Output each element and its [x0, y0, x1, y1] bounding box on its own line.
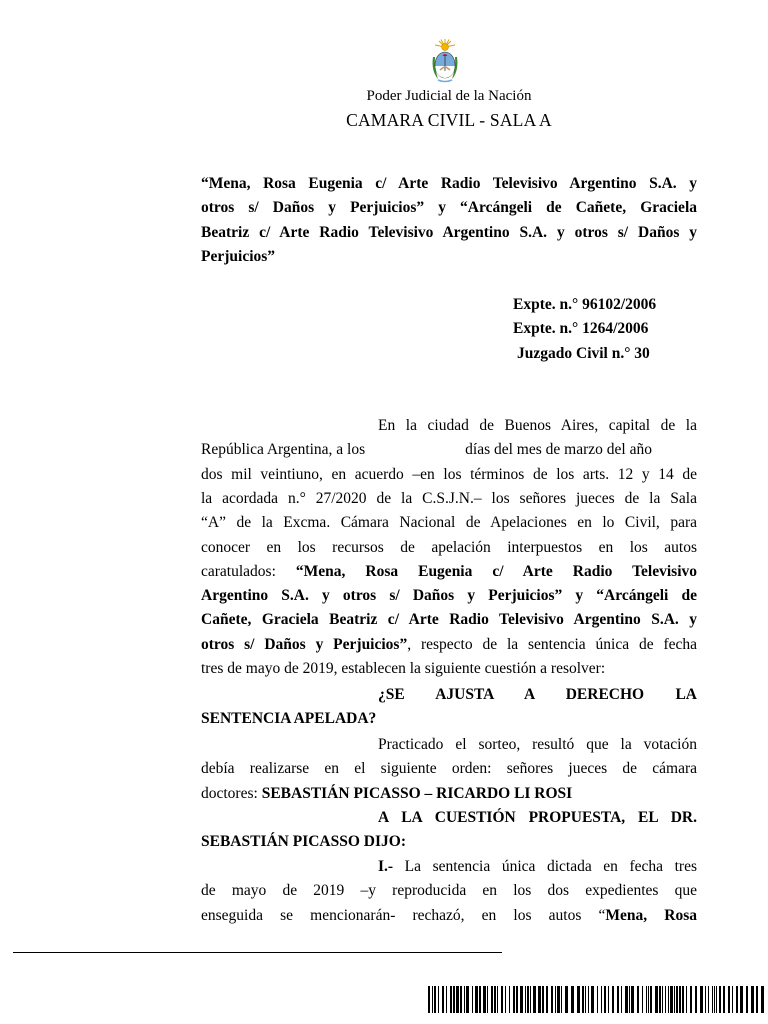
case-title-line: Perjuicios”: [201, 247, 276, 265]
institution-heading: Poder Judicial de la Nación: [366, 88, 532, 104]
body-line: debía realizarse en el siguiente orden: señores jueces de cámara: [201, 760, 697, 778]
section-heading: A LA CUESTIÓN PROPUESTA, EL DR.: [378, 809, 697, 826]
body-line: En la ciudad de Buenos Aires, capital de la: [378, 417, 697, 434]
file-number-1: Expte. n.° 96102/2006: [513, 296, 657, 313]
body-line: la acordada n.° 27/2020 de la C.S.J.N.– los señores jueces de la Sala: [201, 489, 697, 507]
body-line: caratulados: “Mena, Rosa Eugenia c/ Arte Radio Televisivo: [201, 562, 697, 580]
body-line: Cañete, Graciela Beatriz c/ Arte Radio Televisivo Argentino S.A. y: [201, 611, 697, 629]
file-number-2: Expte. n.° 1264/2006: [513, 320, 649, 337]
argentine-coat-of-arms-icon: [428, 37, 462, 85]
section-heading: SEBASTIÁN PICASSO DIJO:: [201, 833, 406, 851]
judges-line: doctores: SEBASTIÁN PICASSO – RICARDO LI ROSI: [201, 784, 573, 802]
case-title-line: otros s/ Daños y Perjuicios” y “Arcángeli de Cañete, Graciela: [201, 199, 697, 217]
case-title: [201, 172, 697, 269]
barcode-icon: [428, 986, 765, 1013]
chamber-heading: CAMARA CIVIL - SALA A: [346, 110, 552, 130]
body-line: otros s/ Daños y Perjuicios”, respecto de la sentencia única de fecha: [201, 635, 697, 653]
body-line: conocer en los recursos de apelación interpuestos en los autos: [201, 538, 697, 556]
body-line: Practicado el sorteo, resultó que la votación: [378, 736, 697, 753]
body-line: enseguida se mencionarán- rechazó, en los autos “Mena, Rosa: [201, 906, 697, 924]
case-title-line: Beatriz c/ Arte Radio Televisivo Argentino S.A. y otros s/ Daños y: [201, 223, 697, 241]
body-line: Argentino S.A. y otros s/ Daños y Perjuicios” y “Arcángeli de: [201, 587, 697, 605]
court-number: Juzgado Civil n.° 30: [517, 345, 650, 362]
body-line: I.- La sentencia única dictada en fecha tres: [378, 858, 697, 875]
body-line: República Argentina, a los días del mes de marzo del año: [201, 441, 652, 459]
body-line: tres de mayo de 2019, establecen la siguiente cuestión a resolver:: [201, 660, 606, 677]
question-line: ¿SE AJUSTA A DERECHO LA: [378, 686, 697, 703]
case-title-line: “Mena, Rosa Eugenia c/ Arte Radio Televisivo Argentino S.A. y: [201, 175, 697, 192]
body-line: “A” de la Excma. Cámara Nacional de Apelaciones en lo Civil, para: [201, 514, 697, 532]
question-line: SENTENCIA APELADA?: [201, 710, 377, 728]
body-line: de mayo de 2019 –y reproducida en los dos expedientes que: [201, 882, 697, 900]
body-line: dos mil veintiuno, en acuerdo –en los términos de los arts. 12 y 14 de: [201, 465, 697, 483]
footer-rule: [13, 952, 502, 953]
